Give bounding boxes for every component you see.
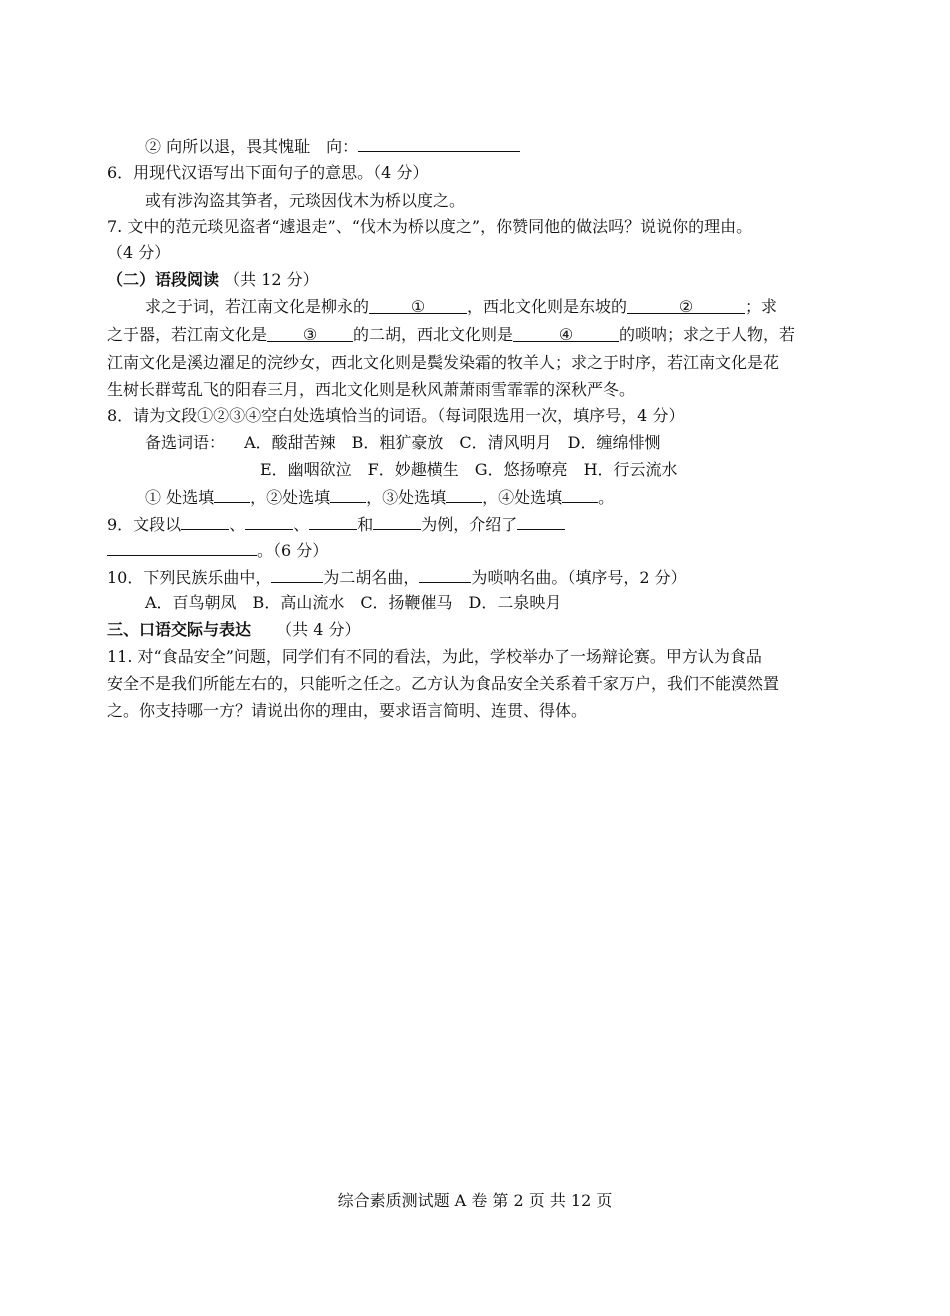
q8-options-row-2: E．幽咽欲泣 F．妙趣横生 G．悠扬嘹亮 H．行云流水: [260, 460, 678, 479]
q11-line-3: 之。你支持哪一方？请说出你的理由，要求语言简明、连贯、得体。: [107, 701, 588, 720]
q8-fill-label: ，③处选填: [366, 488, 447, 507]
q9-text: 、: [229, 515, 246, 534]
q10-text: 为二胡名曲，: [323, 568, 420, 587]
passage-text: 的二胡，西北文化则是: [353, 325, 514, 344]
passage-line-2: [107, 324, 795, 346]
q5-answer-blank[interactable]: [358, 134, 520, 152]
section-2-title: （二）语段阅读: [107, 270, 220, 289]
q7-score: （4 分）: [107, 243, 171, 262]
passage-text: ，西北文化则是东坡的: [467, 297, 628, 316]
q9-blank-6[interactable]: [107, 538, 257, 556]
q9-text: 和: [357, 515, 374, 534]
q10-blank-2[interactable]: [419, 565, 471, 583]
q9-blank-5[interactable]: [517, 512, 565, 530]
q8-fill-line: [145, 485, 614, 509]
passage-line-1: [145, 296, 777, 318]
q8-blank-3[interactable]: [446, 485, 482, 503]
q9-score: 。（6 分）: [257, 541, 329, 560]
q9-text: 、: [293, 515, 310, 534]
q11-line-1: 11. 对“食品安全”问题，同学们有不同的看法，为此，学校举办了一场辩论赛。甲方认为食品: [107, 647, 762, 666]
passage-text: 之于器，若江南文化是: [107, 325, 268, 344]
section-2-score: （共 12 分）: [224, 270, 319, 289]
q9-blank-3[interactable]: [309, 512, 357, 530]
q7-question: 7. 文中的范元琰见盗者“遽退走”、“伐木为桥以度之”，你赞同他的做法吗？说说你的理由。: [107, 217, 753, 236]
q8-question: 8．请为文段①②③④空白处选填恰当的词语。（每词限选用一次，填序号，4 分）: [107, 406, 685, 425]
q9-blank-4[interactable]: [373, 512, 421, 530]
q8-options-label: 备选词语：: [145, 433, 226, 452]
q6-question: 6．用现代汉语写出下面句子的意思。（4 分）: [107, 163, 429, 182]
section-2-heading: [107, 269, 319, 291]
section-3-heading: [107, 619, 360, 641]
q10-options: A．百鸟朝凤 B．高山流水 C．扬鞭催马 D．二泉映月: [145, 593, 562, 612]
passage-line-4: 生树长群莺乱飞的阳春三月，西北文化则是秋风萧萧雨雪霏霏的深秋严冬。: [107, 380, 636, 399]
q8-options-a-d: A．酸甜苦辣 B．粗犷豪放 C．清风明月 D．缠绵悱恻: [244, 433, 661, 452]
q8-options-row-1: [145, 432, 661, 454]
q8-fill-label: ，②处选填: [250, 488, 331, 507]
passage-blank-1[interactable]: ①: [369, 296, 467, 314]
q10-text: 10．下列民族乐曲中，: [107, 568, 272, 587]
q9-blank-1[interactable]: [181, 512, 229, 530]
q8-blank-2[interactable]: [330, 485, 366, 503]
passage-blank-2[interactable]: ②: [627, 296, 745, 314]
q10-blank-1[interactable]: [271, 565, 323, 583]
passage-text: 的唢呐；求之于人物，若: [619, 325, 796, 344]
q8-blank-1[interactable]: [214, 485, 250, 503]
q8-fill-end: 。: [598, 488, 615, 507]
page-footer: 综合素质测试题 A 卷 第 2 页 共 12 页: [337, 1191, 613, 1210]
q10-question: [107, 565, 687, 589]
q9-text: 9．文段以: [107, 515, 182, 534]
q5-item-2: [145, 134, 520, 158]
passage-text: 求之于词，若江南文化是柳永的: [145, 297, 370, 316]
q9-blank-2[interactable]: [245, 512, 293, 530]
q8-fill-label: ① 处选填: [145, 488, 215, 507]
passage-line-3: 江南文化是溪边濯足的浣纱女，西北文化则是鬓发染霜的牧羊人；求之于时序，若江南文化是花: [107, 353, 780, 372]
q9-line-2: [107, 538, 328, 562]
passage-blank-4[interactable]: ④: [513, 324, 619, 342]
q9-line-1: [107, 512, 565, 536]
q8-fill-label: ，④处选填: [482, 488, 563, 507]
passage-blank-3[interactable]: ③: [267, 324, 353, 342]
q11-line-2: 安全不是我们所能左右的，只能听之任之。乙方认为食品安全关系着千家万户，我们不能漠然置: [107, 674, 780, 693]
passage-text: ；求: [745, 297, 778, 316]
q10-text: 为唢呐名曲。（填序号，2 分）: [471, 568, 687, 587]
q5-item-2-text: ② 向所以退，畏其愧耻 向：: [145, 137, 359, 156]
section-3-title: 三、口语交际与表达: [107, 620, 252, 639]
q8-blank-4[interactable]: [562, 485, 598, 503]
section-3-score: （共 4 分）: [276, 620, 361, 639]
q6-sentence: 或有涉沟盗其笋者，元琰因伐木为桥以度之。: [145, 191, 466, 210]
q9-text: 为例，介绍了: [421, 515, 518, 534]
